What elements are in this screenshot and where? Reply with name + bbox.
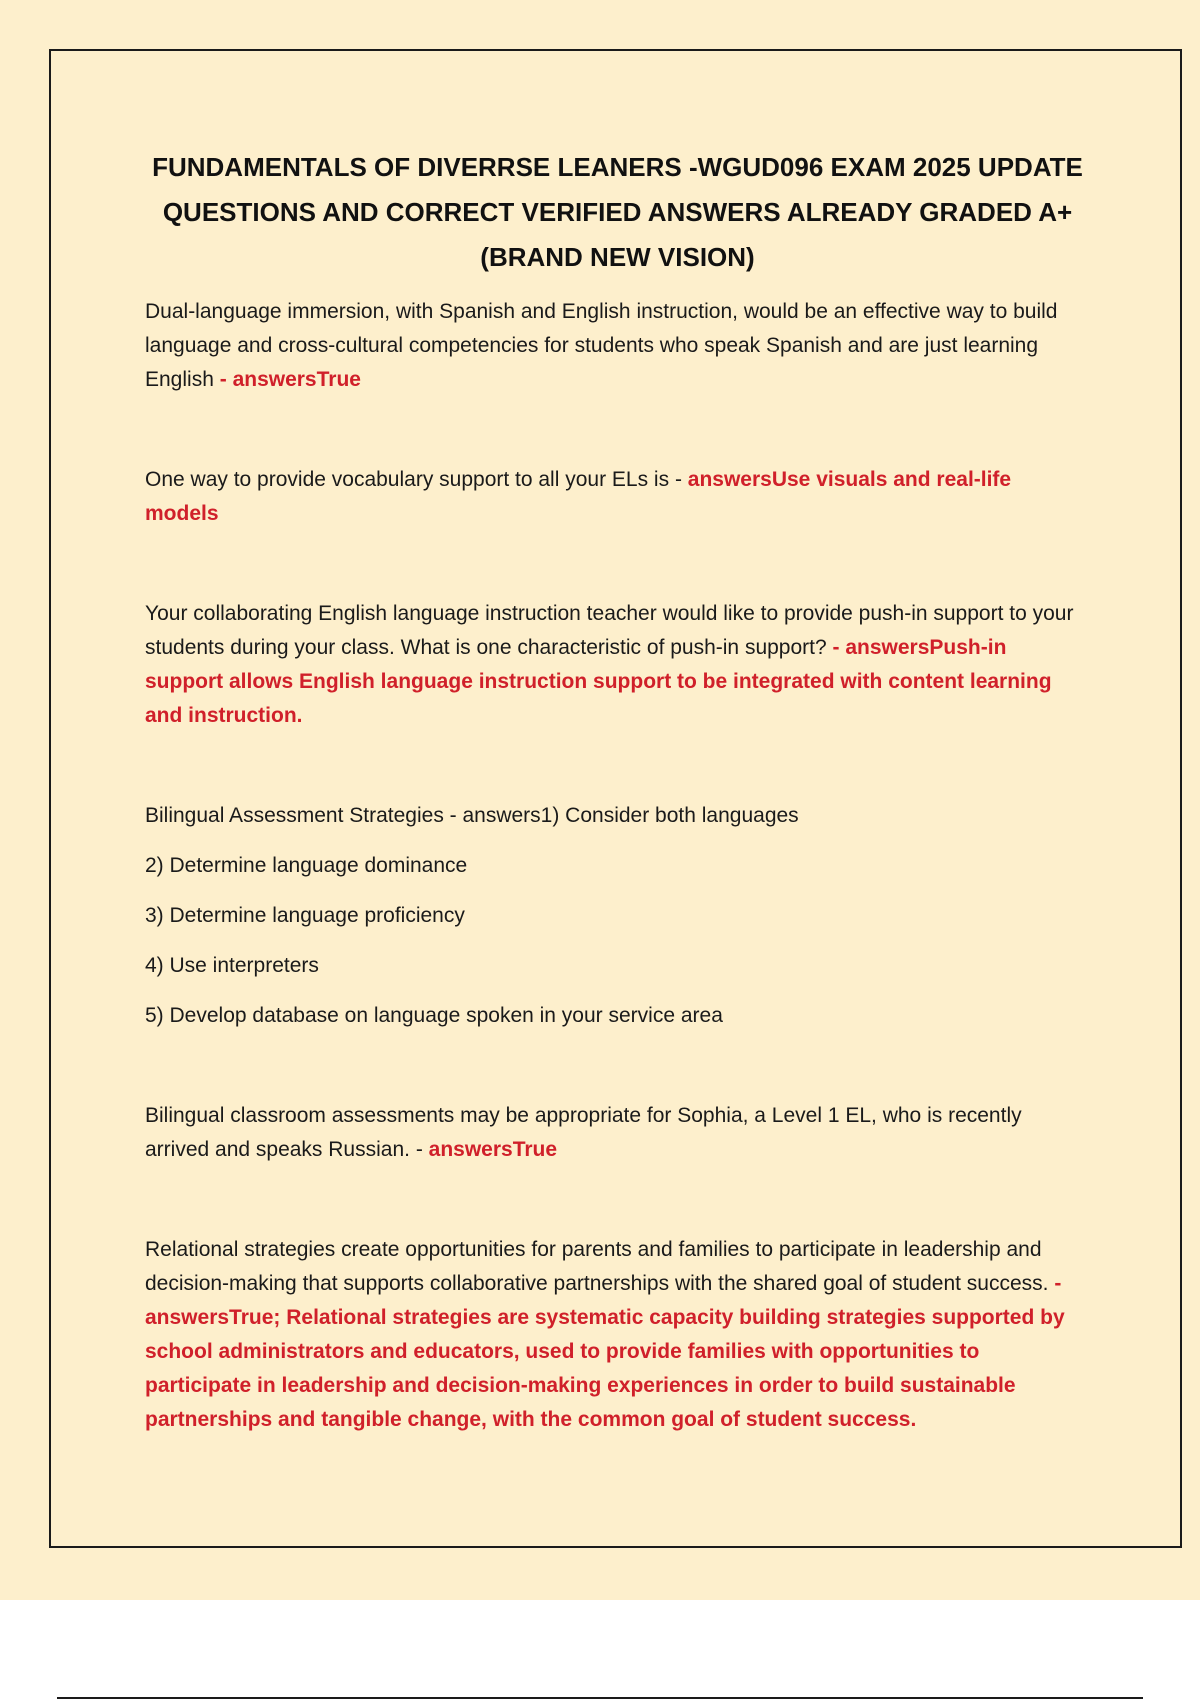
question-text: Bilingual Assessment Strategies - answers1) Consider both languages [145,804,799,827]
list-item: 2) Determine language dominance [145,854,468,877]
list-item: 4) Use interpreters [145,954,319,977]
answer-text: answersPush-in support allows English language instruction support to be integrated with content learning and instruction. [145,636,1052,727]
qa-item-3 [145,597,1090,733]
answer-text: answersTrue; Relational strategies are systematic capacity building strategies supported by school administrators and educators, used to provide families with opportunities to participate in leadership and decision-making experiences in order to build sustainable partnerships and tangible change, with the common goal of student success. [145,1306,1065,1431]
answer-text: answersUse visuals and real-life models [145,468,1012,525]
answer-separator: - [826,636,846,659]
footer-rule [57,1697,1143,1699]
document-body [145,295,1090,1437]
question-text: Relational strategies create opportunities for parents and families to participate in leadership and decision-making that supports collaborative partnerships with the shared goal of student success. [145,1238,1049,1295]
answer-separator: - [669,468,688,491]
question-text: Dual-language immersion, with Spanish and English instruction, would be an effective way to build language and cross-cultural competencies for students who speak Spanish and are just learning English [145,300,1058,391]
qa-item-1 [145,295,1090,397]
document-title: FUNDAMENTALS OF DIVERRSE LEANERS -WGUD096 EXAM 2025 UPDATE QUESTIONS AND CORRECT VERIFIED ANSWERS ALREADY GRADED A+ (BRAND NEW VISION) [152,152,1083,272]
answer-text: answersTrue [232,368,361,391]
question-text: Your collaborating English language instruction teacher would like to provide push-in support to your students during your class. What is one characteristic of push-in support? [145,602,1074,659]
qa-item-5 [145,1099,1090,1167]
answer-separator: - [1048,1272,1062,1295]
list-item: 5) Develop database on language spoken in your service area [145,1004,723,1027]
qa-item-2 [145,463,1090,531]
qa-item-4 [145,799,1090,1033]
list-item: 3) Determine language proficiency [145,904,465,927]
answer-separator: - [213,368,233,391]
question-text: One way to provide vocabulary support to all your ELs is [145,468,670,491]
answer-text: answersTrue [428,1138,558,1161]
question-text: Bilingual classroom assessments may be appropriate for Sophia, a Level 1 EL, who is recently arrived and speaks Russian. [145,1104,1022,1161]
qa-item-6 [145,1233,1090,1437]
answer-separator: - [409,1138,429,1161]
